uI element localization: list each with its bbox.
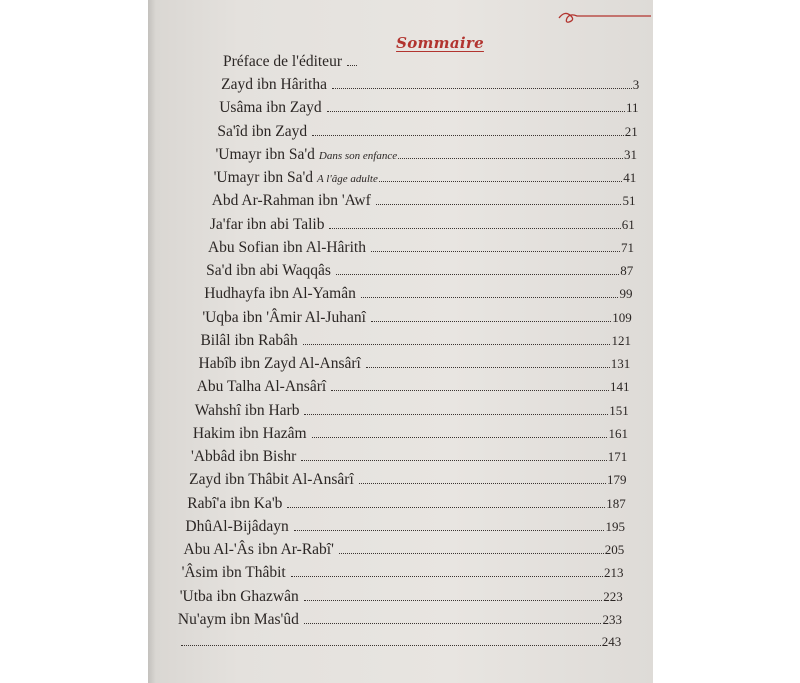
dot-leader xyxy=(371,321,611,322)
toc-entry xyxy=(197,378,630,400)
dot-leader xyxy=(287,507,605,508)
dot-leader xyxy=(331,390,609,391)
toc-entry-page-number: 151 xyxy=(609,402,629,418)
dot-leader xyxy=(312,135,624,136)
toc-entry-page-number: 3 xyxy=(632,77,640,93)
toc-entry-page-number: 233 xyxy=(602,611,622,627)
toc-entry-name: Hudhayfa ibn Al-Yamân xyxy=(204,285,356,303)
toc-entry-name: Nu'aym ibn Mas'ûd xyxy=(177,610,299,628)
dot-leader xyxy=(329,228,620,229)
toc-entry-name: Bilâl ibn Rabâh xyxy=(200,331,298,349)
toc-entry xyxy=(180,588,623,610)
dot-leader xyxy=(301,460,606,461)
toc-entry xyxy=(208,239,634,261)
toc-entry xyxy=(193,425,628,447)
dot-leader xyxy=(371,251,620,252)
toc-entry-name: Zayd ibn Hâritha xyxy=(221,76,327,94)
toc-entry-page-number: 71 xyxy=(620,239,634,255)
toc-entry-page-number: 131 xyxy=(610,356,631,372)
toc-entry-name: Sa'îd ibn Zayd xyxy=(217,122,308,140)
toc-entry-name: Ja'far ibn abi Talib xyxy=(209,215,325,233)
toc-entry-name: 'Uqba ibn 'Âmir Al-Juhanî xyxy=(202,308,366,326)
dot-leader xyxy=(379,181,622,182)
toc-entry-page-number: 109 xyxy=(612,309,632,325)
toc-entry xyxy=(204,285,632,307)
toc-entry-name: Habîb ibn Zayd Al-Ansârî xyxy=(198,355,361,373)
toc-entry xyxy=(221,76,639,98)
dot-leader xyxy=(312,437,608,438)
toc-entry-name: Zayd ibn Thâbit Al-Ansârî xyxy=(189,471,354,489)
toc-entry-page-number: 179 xyxy=(606,472,627,488)
toc-entry-page-number: 223 xyxy=(603,588,623,604)
dot-leader xyxy=(304,414,608,415)
dot-leader xyxy=(366,367,610,368)
toc-entry xyxy=(217,123,637,145)
toc-entry-name: Wahshî ibn Harb xyxy=(194,401,300,419)
toc-entry xyxy=(187,495,625,517)
toc-entry-subtitle: A l'âge adulte xyxy=(317,173,378,186)
dot-leader xyxy=(327,111,625,112)
toc-entry xyxy=(200,332,631,354)
toc-entry-page-number: 213 xyxy=(603,565,624,581)
toc-entry xyxy=(206,262,633,284)
page-title: Sommaire xyxy=(396,34,484,52)
dot-leader xyxy=(339,553,604,554)
toc-entry-page-number: 187 xyxy=(606,495,626,511)
toc-entry xyxy=(210,216,635,238)
toc-entry-page-number: 243 xyxy=(601,634,622,649)
dot-leader xyxy=(347,65,357,66)
toc-entry xyxy=(199,355,631,377)
toc-entry-name: Hakim ibn Hazâm xyxy=(192,424,307,442)
toc-entry-page-number: 31 xyxy=(623,146,637,162)
dot-leader xyxy=(291,576,603,577)
toc-entry-page-number: 21 xyxy=(624,123,638,139)
toc-entry-page-number: 87 xyxy=(620,263,634,279)
dot-leader xyxy=(336,274,619,275)
toc-entry-name: 'Âsim ibn Thâbit xyxy=(181,564,286,582)
toc-entry-page-number: 99 xyxy=(619,286,633,302)
dot-leader xyxy=(359,483,606,484)
toc-entry xyxy=(185,518,625,540)
dot-leader xyxy=(304,623,602,624)
toc-entry-name: Sa'd ibn abi Waqqâs xyxy=(206,262,331,280)
toc-entry xyxy=(202,309,631,331)
toc-entry-name: Abu Talha Al-Ansârî xyxy=(196,378,327,396)
dot-leader xyxy=(398,158,623,159)
toc-entry-name: 'Utba ibn Ghazwân xyxy=(179,587,299,605)
dot-leader xyxy=(303,344,611,345)
toc-entry xyxy=(184,541,625,563)
dot-leader xyxy=(361,297,619,298)
toc-entry-name: DhûAl-Bijâdayn xyxy=(185,517,289,535)
toc-entry xyxy=(182,564,624,586)
toc-entry xyxy=(191,448,627,470)
dot-leader xyxy=(332,88,632,89)
toc-entry xyxy=(214,169,637,191)
toc-entry-page-number: 41 xyxy=(623,170,637,186)
toc-entry xyxy=(215,146,637,168)
toc-entry-page-number: 11 xyxy=(625,100,639,116)
toc-entry-page-number: 61 xyxy=(621,216,635,232)
toc-entry-name: Abd Ar-Rahman ibn 'Awf xyxy=(211,192,371,210)
toc-entry xyxy=(219,99,638,121)
toc-entry-name: 'Umayr ibn Sa'd xyxy=(215,145,315,163)
toc-entry-page-number: 195 xyxy=(605,518,625,534)
toc-entry-name: Usâma ibn Zayd xyxy=(219,99,322,117)
toc-entry-name: Rabî'a ibn Ka'b xyxy=(187,494,283,512)
toc-entry-page-number: 205 xyxy=(604,542,625,558)
dot-leader xyxy=(294,530,605,531)
toc-entry xyxy=(189,471,626,493)
toc-entry-name: 'Umayr ibn Sa'd xyxy=(213,169,314,187)
toc-entry-page-number: 171 xyxy=(607,449,628,465)
toc-entry xyxy=(195,402,629,424)
toc-entry xyxy=(178,611,622,633)
dot-leader xyxy=(376,204,622,205)
toc-entry-name: 'Abbâd ibn Bishr xyxy=(191,448,297,466)
toc-entry-page-number: 141 xyxy=(609,379,630,395)
toc-entry-name: Abu Sofian ibn Al-Hârith xyxy=(207,238,366,256)
toc-entry-subtitle: Dans son enfance xyxy=(318,149,398,162)
toc-entry xyxy=(223,53,355,75)
dot-leader xyxy=(181,645,601,646)
toc-entry xyxy=(176,634,621,656)
toc-entry-name: Abu Al-'Âs ibn Ar-Rabî' xyxy=(183,541,334,559)
toc-entry xyxy=(212,192,636,214)
toc-entry-page-number: 161 xyxy=(608,425,628,441)
dot-leader xyxy=(304,600,602,601)
toc-entry-name: Préface de l'éditeur xyxy=(223,53,342,70)
toc-entry-page-number: 51 xyxy=(622,193,636,209)
toc-entry-page-number: 121 xyxy=(611,332,631,348)
